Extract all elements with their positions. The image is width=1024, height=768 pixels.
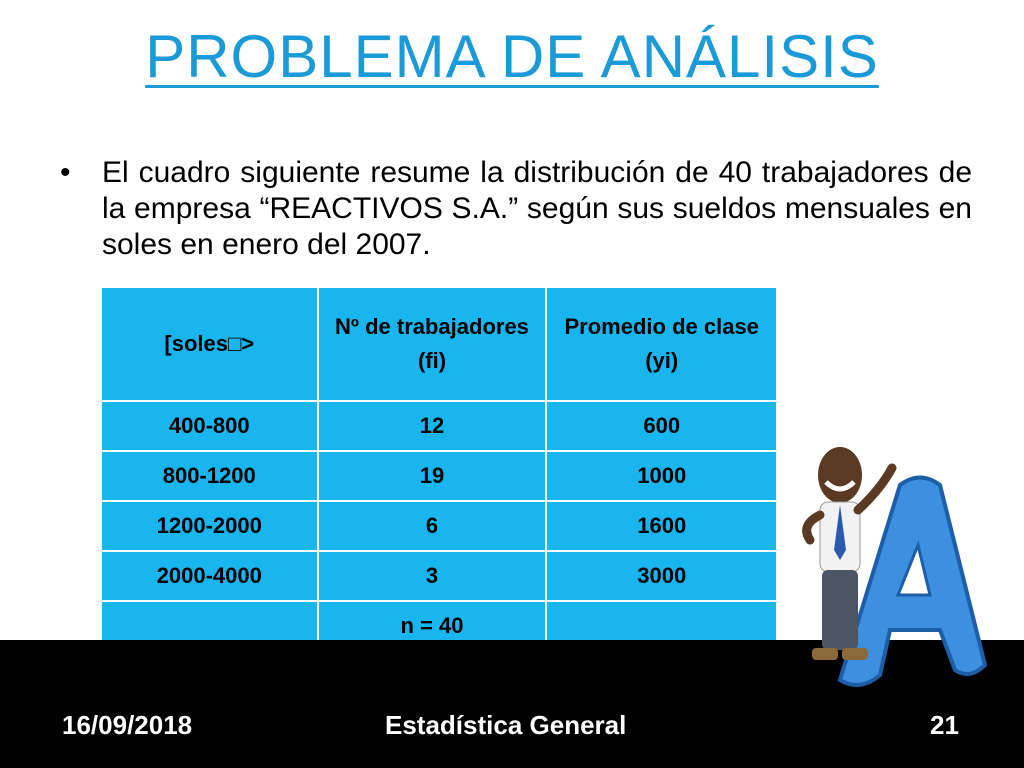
cell-frequency: 19 xyxy=(318,451,547,501)
table-row xyxy=(101,501,777,551)
header-class-mean: Promedio de clase (yi) xyxy=(546,287,777,401)
bullet-paragraph xyxy=(60,155,972,263)
cell-class-mean: 600 xyxy=(546,401,777,451)
distribution-table xyxy=(100,286,778,652)
cell-interval: 2000-4000 xyxy=(101,551,318,601)
table-header-row xyxy=(101,287,777,401)
header-soles: [soles□> xyxy=(101,287,318,401)
slide-title xyxy=(0,22,1024,91)
footer-course: Estadística General xyxy=(385,710,627,740)
bullet-text: El cuadro siguiente resume la distribución de 40 trabajadores de la empresa “REACTIVOS S.A.” según sus sueldos mensuales en soles en enero del 2007. xyxy=(102,156,972,261)
bullet-glyph: • xyxy=(60,156,71,189)
distribution-table-wrapper xyxy=(100,286,778,652)
slide-title-text: PROBLEMA DE ANÁLISIS xyxy=(145,23,879,90)
table-row xyxy=(101,401,777,451)
header-workers: Nº de trabajadores (fi) xyxy=(318,287,547,401)
cell-class-mean: 1000 xyxy=(546,451,777,501)
cell-class-mean: 3000 xyxy=(546,551,777,601)
mascot-illustration xyxy=(770,430,1000,700)
table-row xyxy=(101,451,777,501)
footer-date: 16/09/2018 xyxy=(62,710,193,740)
cell-frequency: 3 xyxy=(318,551,547,601)
footer-page-number: 21 xyxy=(930,710,959,740)
cell-interval: 400-800 xyxy=(101,401,318,451)
cell-interval: 1200-2000 xyxy=(101,501,318,551)
table-row xyxy=(101,551,777,601)
cell-interval: 800-1200 xyxy=(101,451,318,501)
cell-frequency: 6 xyxy=(318,501,547,551)
cell-total: n = 40 xyxy=(318,601,547,651)
cell-frequency: 12 xyxy=(318,401,547,451)
cell-class-mean: 1600 xyxy=(546,501,777,551)
